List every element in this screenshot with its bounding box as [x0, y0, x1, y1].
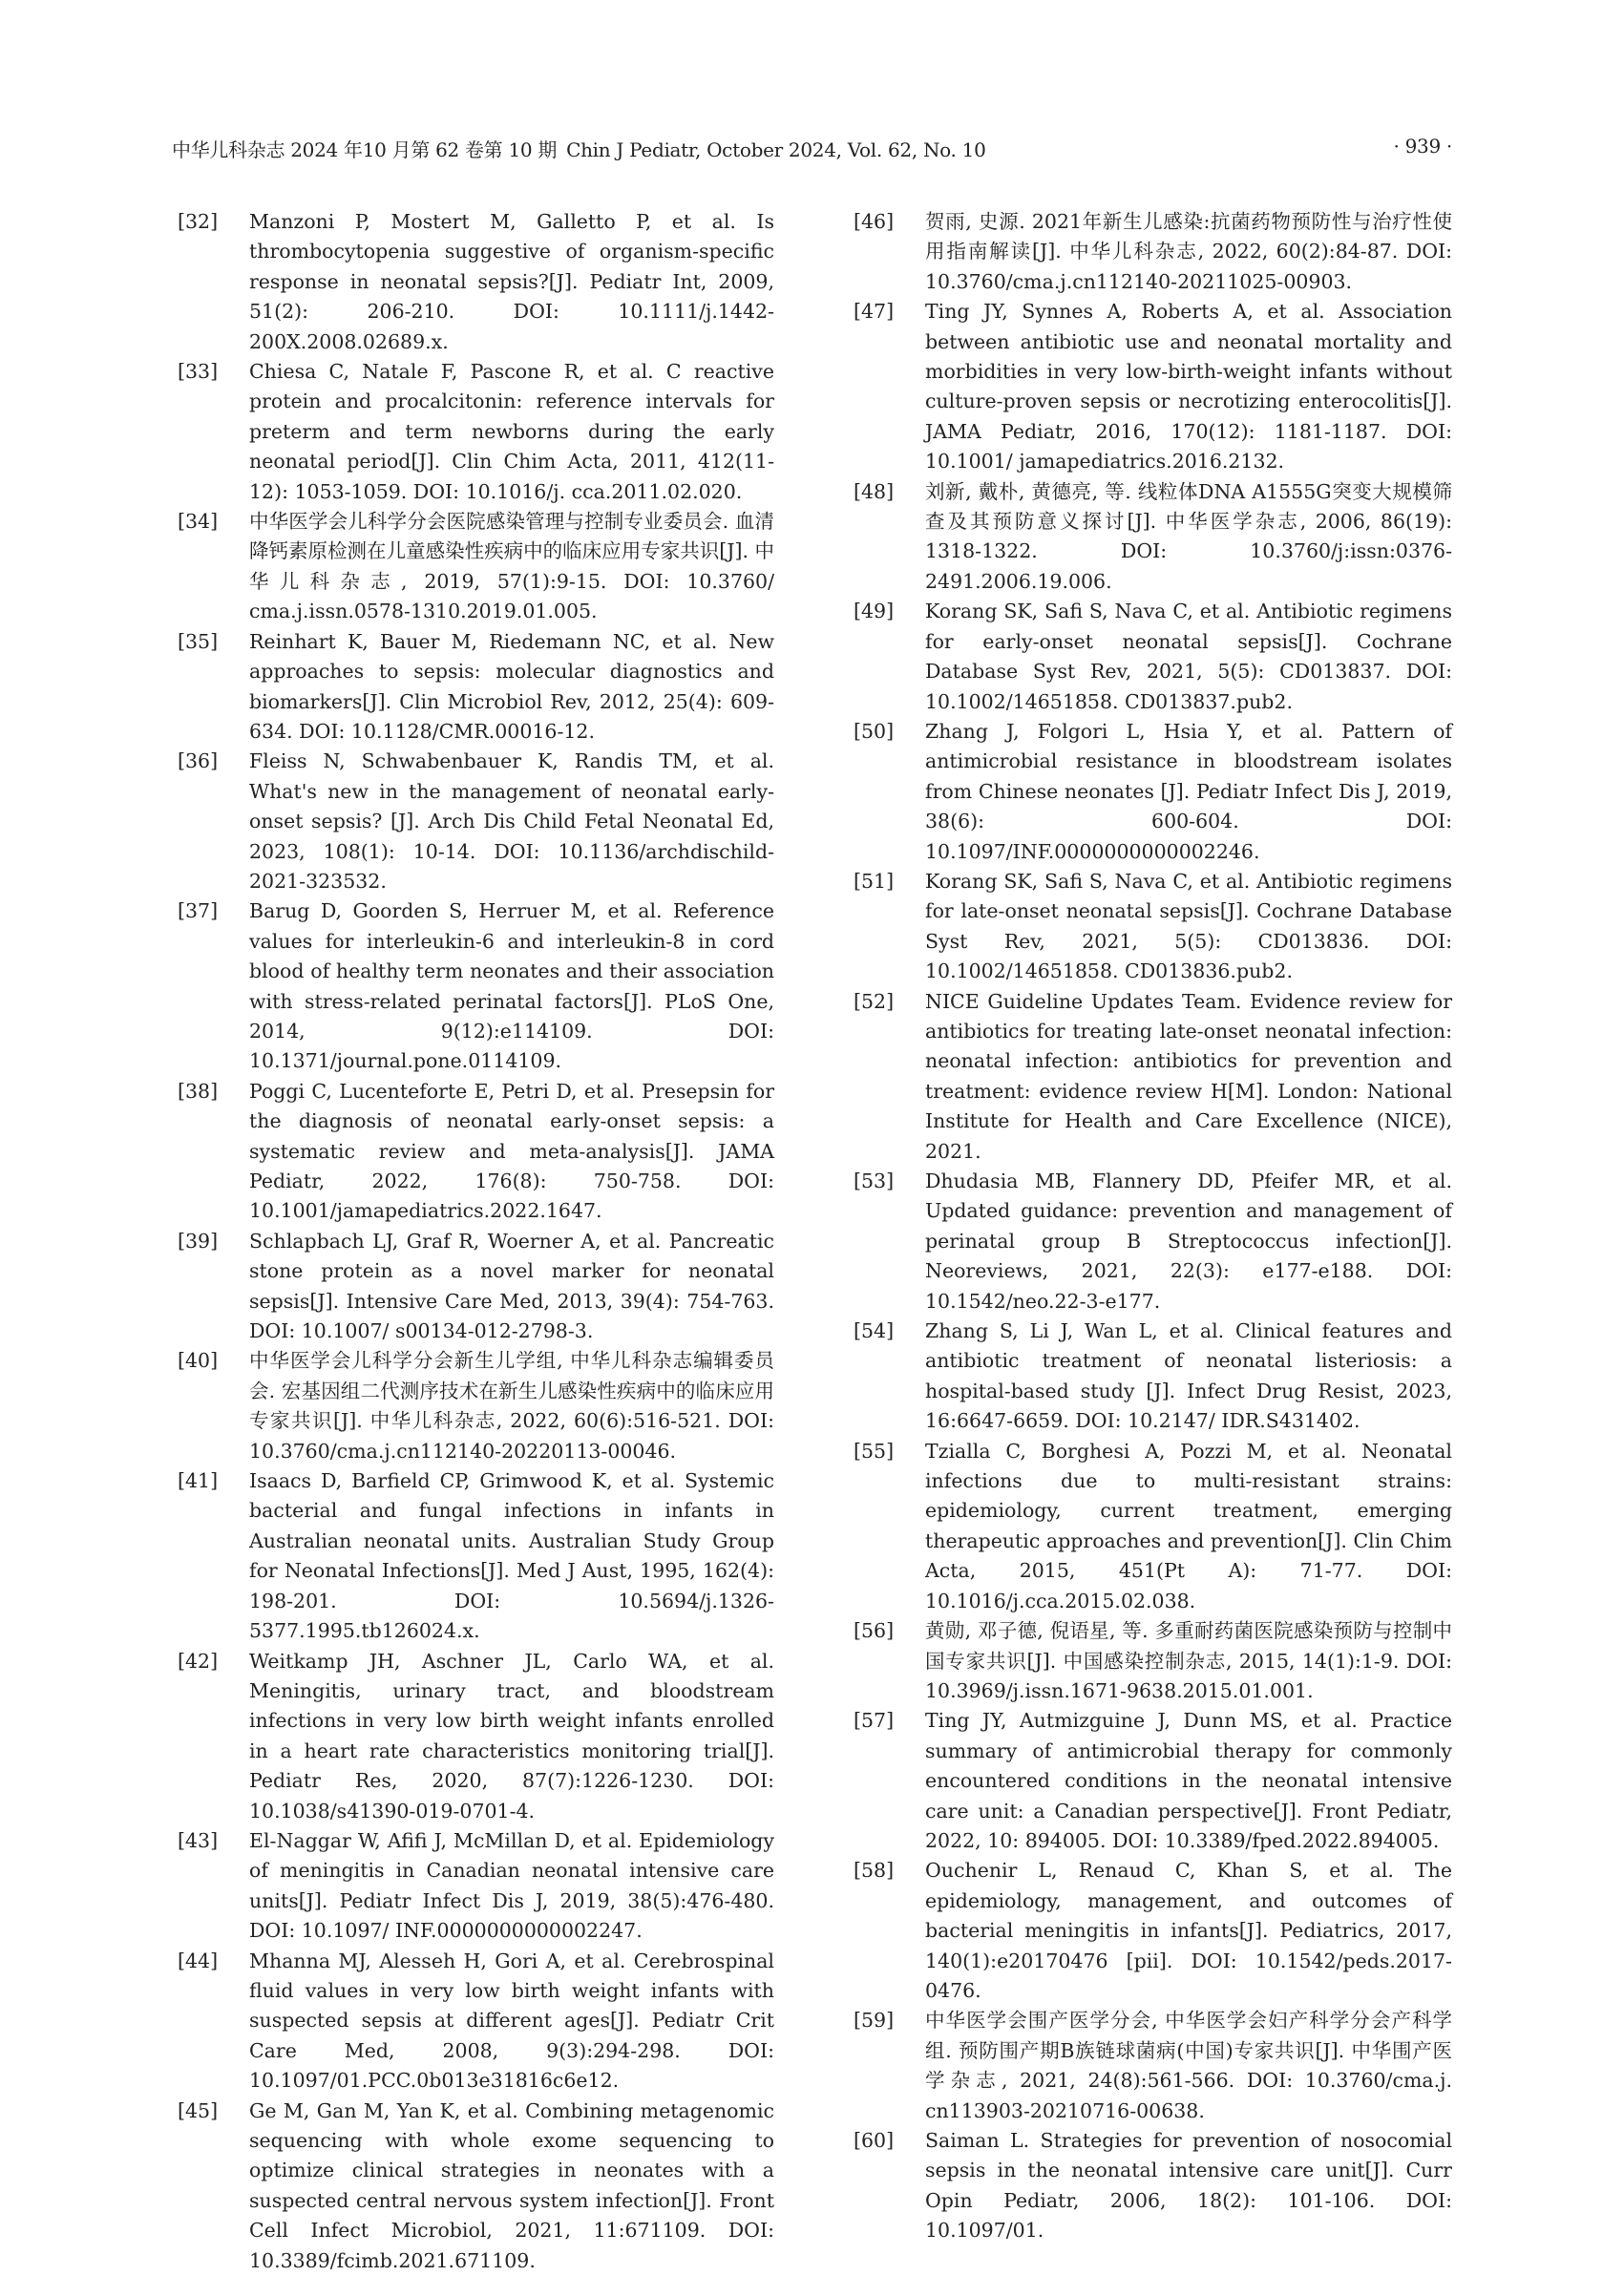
reference-column-right — [854, 207, 1452, 2246]
reference-number: [58] — [854, 1859, 895, 1883]
reference-item — [178, 1077, 774, 1227]
reference-text: Manzoni P, Mostert M, Galletto P, et al. Is thrombocytopenia suggestive of organism-specific response in neonatal sepsis?[J]. Pediatr Int, 2009, 51(2): 206-210. DOI: 10.1111/j.1442-200X.2008.02689.x. — [249, 210, 774, 353]
reference-number: [49] — [854, 600, 895, 623]
reference-text: Ting JY, Autmizguine J, Dunn MS, et al. Practice summary of antimicrobial therapy for commonly encountered conditions in the neonatal intensive care unit: a Canadian perspective[J]. Front Pediatr, 2022, 10: 894005. DOI: 10.3389/fped.2022.894005. — [925, 1709, 1452, 1852]
running-header — [172, 135, 1452, 167]
reference-number: [56] — [854, 1619, 895, 1643]
reference-number: [34] — [178, 510, 219, 534]
reference-item — [854, 1437, 1452, 1616]
reference-text: Tzialla C, Borghesi A, Pozzi M, et al. Neonatal infections due to multi-resistant strains: epidemiology, current treatment, emerging therapeutic approaches and prevention[J]. Clin Chim Acta, 2015, 451(Pt A): 71-77. DOI: 10.1016/j.cca.2015.02.038. — [925, 1439, 1452, 1612]
reference-item — [178, 1227, 774, 1347]
reference-item — [854, 2126, 1452, 2246]
reference-number: [47] — [854, 300, 895, 324]
reference-text: Schlapbach LJ, Graf R, Woerner A, et al. Pancreatic stone protein as a novel marker for neonatal sepsis[J]. Intensive Care Med, 2013, 39(4): 754-763. DOI: 10.1007/ s00134-012-2798-3. — [249, 1229, 774, 1343]
reference-number: [44] — [178, 1949, 219, 1972]
reference-number: [33] — [178, 360, 219, 384]
reference-text: Isaacs D, Barfield CP, Grimwood K, et al. Systemic bacterial and fungal infections in infants in Australian neonatal units. Australian Study Group for Neonatal Infections[J]. Med J Aust, 1995, 162(4): 198-201. DOI: 10.5694/j.1326-5377.1995.tb126024.x. — [249, 1469, 774, 1643]
reference-item — [178, 357, 774, 507]
reference-number: [35] — [178, 629, 219, 653]
reference-text: Reinhart K, Bauer M, Riedemann NC, et al. New approaches to sepsis: molecular diagnostics and biomarkers[J]. Clin Microbiol Rev, 2012, 25(4): 609-634. DOI: 10.1128/CMR.00016-12. — [249, 629, 774, 743]
reference-text: 刘新, 戴朴, 黄德亮, 等. 线粒体DNA A1555G突变大规模筛查及其预防意义探讨[J]. 中华医学杂志, 2006, 86(19): 1318-1322. DOI: 10.3760/j:issn:0376-2491.2006.19.006. — [925, 479, 1452, 593]
reference-text: Saiman L. Strategies for prevention of nosocomial sepsis in the neonatal intensive care unit[J]. Curr Opin Pediatr, 2006, 18(2): 101-106. DOI: 10.1097/01. — [925, 2129, 1452, 2243]
reference-item — [854, 987, 1452, 1167]
journal-title-cn: 中华儿科杂志 2024 年10 月第 62 卷第 10 期 — [172, 138, 558, 161]
reference-text: Ouchenir L, Renaud C, Khan S, et al. The epidemiology, management, and outcomes of bacterial meningitis in infants[J]. Pediatrics, 2017, 140(1):e20170476 [pii]. DOI: 10.1542/peds.2017-0476. — [925, 1859, 1452, 2002]
reference-number: [39] — [178, 1229, 219, 1253]
reference-number: [53] — [854, 1170, 895, 1192]
reference-text: Zhang J, Folgori L, Hsia Y, et al. Pattern of antimicrobial resistance in bloodstream isolates from Chinese neonates [J]. Pediatr Infect Dis J, 2019, 38(6): 600-604. DOI: 10.1097/INF.0000000000002246. — [925, 719, 1452, 863]
reference-text: Korang SK, Safi S, Nava C, et al. Antibiotic regimens for late-onset neonatal sepsis[J]. Cochrane Database Syst Rev, 2021, 5(5): CD013836. DOI: 10.1002/14651858. CD013836.pub2. — [925, 869, 1452, 983]
reference-item — [178, 1346, 774, 1466]
reference-item — [854, 1706, 1452, 1856]
reference-text: Dhudasia MB, Flannery DD, Pfeifer MR, et al. Updated guidance: prevention and management of perinatal group B Streptococcus infection[J]. Neoreviews, 2021, 22(3): e177-e188. DOI: 10.1542/neo.22-3-e177. — [925, 1170, 1452, 1313]
reference-number: [43] — [178, 1828, 219, 1852]
reference-number: [36] — [178, 749, 219, 773]
reference-item — [178, 1826, 774, 1947]
journal-citation-line — [172, 135, 986, 162]
reference-number: [42] — [178, 1649, 219, 1673]
reference-number: [48] — [854, 479, 895, 503]
reference-item — [854, 1616, 1452, 1706]
reference-text: 贺雨, 史源. 2021年新生儿感染:抗菌药物预防性与治疗性使用指南解读[J]. 中华儿科杂志, 2022, 60(2):84-87. DOI: 10.3760/cma.j.cn112140-20211025-00903. — [925, 210, 1452, 293]
reference-item — [854, 1856, 1452, 2006]
reference-number: [40] — [178, 1349, 219, 1373]
reference-text: Fleiss N, Schwabenbauer K, Randis TM, et al. What's new in the management of neonatal early-onset sepsis? [J]. Arch Dis Child Fetal Neonatal Ed, 2023, 108(1): 10-14. DOI: 10.1136/archdischild-2021-323532. — [249, 749, 774, 893]
reference-text: Korang SK, Safi S, Nava C, et al. Antibiotic regimens for early-onset neonatal sepsis[J]. Cochrane Database Syst Rev, 2021, 5(5): CD013837. DOI: 10.1002/14651858. CD013837.pub2. — [925, 600, 1452, 713]
reference-number: [37] — [178, 899, 219, 923]
reference-number: [54] — [854, 1319, 895, 1343]
reference-item — [178, 747, 774, 896]
reference-number: [32] — [178, 210, 219, 233]
reference-text: NICE Guideline Updates Team. Evidence review for antibiotics for treating late-onset neonatal infection: neonatal infection: antibiotics for prevention and treatment: evidence review H[M]. London: National Institute for Health and Care Excellence (NICE), 2021. — [925, 989, 1452, 1163]
reference-text: 中华医学会儿科学分会新生儿学组, 中华儿科杂志编辑委员会. 宏基因组二代测序技术在新生儿感染性疾病中的临床应用专家共识[J]. 中华儿科杂志, 2022, 60(6):516-521. DOI: 10.3760/cma.j.cn112140-20220113-00046. — [249, 1349, 774, 1463]
reference-number: [50] — [854, 719, 895, 743]
reference-column-left — [178, 207, 774, 2276]
reference-text: Mhanna MJ, Alesseh H, Gori A, et al. Cerebrospinal fluid values in very low birth weight infants with suspected sepsis at different ages[J]. Pediatr Crit Care Med, 2008, 9(3):294-298. DOI: 10.1097/01.PCC.0b013e31816c6e12. — [249, 1949, 774, 2093]
reference-item — [854, 477, 1452, 598]
journal-title-en: Chin J Pediatr, October 2024, Vol. 62, No. 10 — [566, 138, 986, 161]
reference-item — [178, 1647, 774, 1826]
reference-item — [854, 2006, 1452, 2126]
reference-item — [178, 1466, 774, 1646]
reference-item — [178, 2097, 774, 2276]
reference-number: [51] — [854, 869, 895, 893]
reference-item — [854, 867, 1452, 987]
reference-text: Chiesa C, Natale F, Pascone R, et al. C reactive protein and procalcitonin: reference intervals for preterm and term newborns during the early neonatal period[J]. Clin Chim Acta, 2011, 412(11-12): 1053-1059. DOI: 10.1016/j. cca.2011.02.020. — [249, 360, 774, 503]
reference-item — [854, 1167, 1452, 1317]
reference-text: Ge M, Gan M, Yan K, et al. Combining metagenomic sequencing with whole exome sequencing to optimize clinical strategies in neonates with a suspected central nervous system infection[J]. Front Cell Infect Microbiol, 2021, 11:671109. DOI: 10.3389/fcimb.2021.671109. — [249, 2098, 774, 2272]
reference-item — [854, 297, 1452, 476]
reference-text: Barug D, Goorden S, Herruer M, et al. Reference values for interleukin-6 and interleukin-8 in cord blood of healthy term neonates and their association with stress-related perinatal factors[J]. PLoS One, 2014, 9(12):e114109. DOI: 10.1371/journal.pone.0114109. — [249, 899, 774, 1073]
reference-number: [55] — [854, 1439, 895, 1463]
page-number: · 939 · — [1393, 135, 1452, 158]
reference-text: Ting JY, Synnes A, Roberts A, et al. Association between antibiotic use and neonatal mortality and morbidities in very low-birth-weight infants without culture-proven sepsis or necrotizing enterocolitis[J]. JAMA Pediatr, 2016, 170(12): 1181-1187. DOI: 10.1001/ jamapediatrics.2016.2132. — [925, 300, 1452, 474]
reference-item — [854, 717, 1452, 867]
reference-text: 黄勋, 邓子德, 倪语星, 等. 多重耐药菌医院感染预防与控制中国专家共识[J]. 中国感染控制杂志, 2015, 14(1):1-9. DOI: 10.3969/j.issn.1671-9638.2015.01.001. — [925, 1619, 1452, 1702]
reference-number: [38] — [178, 1079, 219, 1103]
reference-number: [41] — [178, 1469, 219, 1493]
reference-number: [57] — [854, 1709, 895, 1733]
reference-number: [52] — [854, 989, 895, 1013]
reference-item — [854, 207, 1452, 297]
reference-number: [59] — [854, 2009, 895, 2033]
reference-number: [45] — [178, 2098, 219, 2122]
reference-item — [178, 507, 774, 627]
reference-text: Zhang S, Li J, Wan L, et al. Clinical features and antibiotic treatment of neonatal listeriosis: a hospital-based study [J]. Infect Drug Resist, 2023, 16:6647-6659. DOI: 10.2147/ IDR.S431402. — [925, 1319, 1452, 1433]
reference-number: [60] — [854, 2129, 895, 2152]
reference-number: [46] — [854, 210, 895, 233]
reference-item — [854, 1317, 1452, 1437]
reference-text: El-Naggar W, Afifi J, McMillan D, et al. Epidemiology of meningitis in Canadian neonatal intensive care units[J]. Pediatr Infect Dis J, 2019, 38(5):476-480. DOI: 10.1097/ INF.0000000000002247. — [249, 1828, 774, 1943]
reference-text: 中华医学会围产医学分会, 中华医学会妇产科学分会产科学组. 预防围产期B族链球菌病(中国)专家共识[J]. 中华围产医学杂志, 2021, 24(8):561-566. DOI: 10.3760/cma.j. cn113903-20210716-00638. — [925, 2009, 1452, 2122]
reference-text: Weitkamp JH, Aschner JL, Carlo WA, et al. Meningitis, urinary tract, and bloodstream infections in very low birth weight infants enrolled in a heart rate characteristics monitoring trial[J]. Pediatr Res, 2020, 87(7):1226-1230. DOI: 10.1038/s41390-019-0701-4. — [249, 1649, 774, 1823]
reference-item — [178, 1947, 774, 2097]
reference-item — [178, 627, 774, 748]
reference-text: 中华医学会儿科学分会医院感染管理与控制专业委员会. 血清降钙素原检测在儿童感染性疾病中的临床应用专家共识[J]. 中华儿科杂志, 2019, 57(1):9-15. DOI: 10.3760/ cma.j.issn.0578-1310.2019.01.005. — [249, 510, 774, 623]
reference-text: Poggi C, Lucenteforte E, Petri D, et al. Presepsin for the diagnosis of neonatal early-onset sepsis: a systematic review and meta-analysis[J]. JAMA Pediatr, 2022, 176(8): 750-758. DOI: 10.1001/jamapediatrics.2022.1647. — [249, 1079, 774, 1223]
reference-item — [178, 896, 774, 1076]
reference-item — [178, 207, 774, 357]
reference-item — [854, 597, 1452, 717]
